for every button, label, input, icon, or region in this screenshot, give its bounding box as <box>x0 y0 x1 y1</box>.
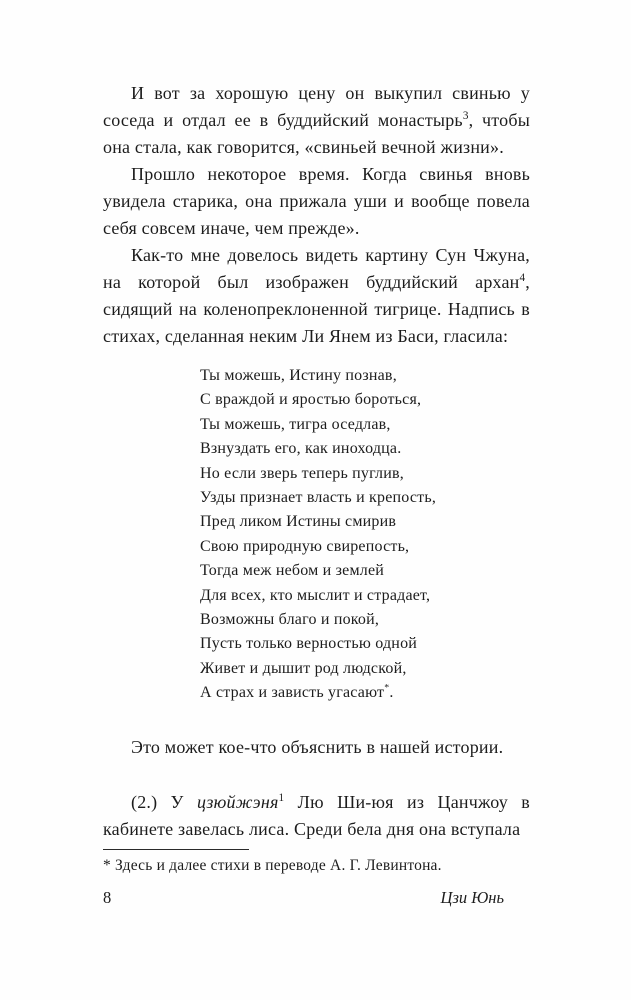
paragraph-5 <box>103 789 530 843</box>
footnote-ref-3: 3 <box>462 110 469 122</box>
poem-line: Ты можешь, тигра оседлав, <box>200 415 391 433</box>
paragraph-1-text: И вот за хорошую цену он выкупил свинью у соседа и отдал ее в буддийский монастырь <box>103 83 530 130</box>
paragraph-5-text-tail: Лю Ши-юя из Цанчжоу в кабинете завелась лиса. Среди бела дня она вступала <box>103 791 530 839</box>
term-tszyuyzhen: цзюйжэня <box>197 791 279 812</box>
poem-line: Взнуздать его, как иноходца. <box>200 440 402 458</box>
paragraph-5-text: (2.) У <box>131 791 197 812</box>
paragraph-3 <box>103 242 530 350</box>
paragraph-1-text-tail: , чтобы она стала, как говорится, «свиньей вечной жизни». <box>103 110 530 157</box>
poem-line-text: А страх и зависть угасают <box>200 684 385 702</box>
poem-line: Пусть только верностью одной <box>200 635 418 653</box>
paragraph-1 <box>103 80 530 161</box>
text-block <box>103 80 530 877</box>
poem-line: Тогда меж небом и землей <box>200 562 385 580</box>
poem-line-last <box>200 681 530 705</box>
page-footer <box>103 888 530 908</box>
paragraph-4: Это может кое-что объяснить в нашей истории. <box>131 736 504 757</box>
footnote-divider <box>103 849 249 850</box>
poem-line-period: . <box>389 684 394 702</box>
poem-line: Пред ликом Истины смирив <box>200 513 397 531</box>
poem-line: Ты можешь, Истину познав, <box>200 367 397 384</box>
running-title: Цзи Юнь <box>440 888 504 907</box>
poem-line: Свою природную свирепость, <box>200 537 410 555</box>
page-number: 8 <box>103 888 112 907</box>
footnote-ref-asterisk: * <box>384 682 390 694</box>
footnote-text: Здесь и далее стихи в переводе А. Г. Левинтона. <box>110 856 442 874</box>
footnote-ref-1: 1 <box>278 791 285 804</box>
footnote-ref-4: 4 <box>519 272 526 284</box>
poem <box>200 364 530 706</box>
poem-line: Узды признает власть и крепость, <box>200 489 437 507</box>
poem-line: Живет и дышит род людской, <box>200 659 407 677</box>
footnote <box>103 855 530 877</box>
paragraph-3-text-tail: , сидящий на коленопреклоненной тигрице. Надпись в стихах, сделанная неким Ли Янем из Баси, гласила: <box>103 272 530 346</box>
paragraph-2: Прошло некоторое время. Когда свинья вновь увидела старика, она прижала уши и вообще повела себя совсем иначе, чем прежде». <box>103 164 530 238</box>
paragraph-3-text: Как-то мне довелось видеть картину Сун Чжуна, на которой был изображен буддийский архан <box>103 245 530 292</box>
footnote-marker: * <box>103 856 111 874</box>
poem-line: С враждой и яростью бороться, <box>200 391 422 409</box>
poem-line: Но если зверь теперь пуглив, <box>200 464 404 482</box>
poem-line: Для всех, кто мыслит и страдает, <box>200 586 431 604</box>
poem-line: Возможны благо и покой, <box>200 611 380 629</box>
